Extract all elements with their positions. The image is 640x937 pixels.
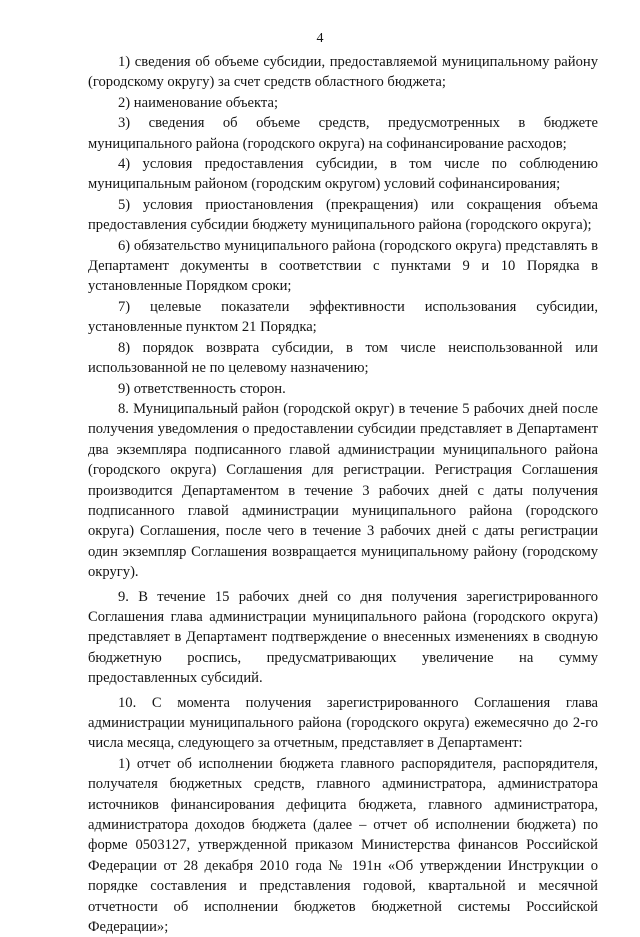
list-item-1: 1) сведения об объеме субсидии, предоставляемой муниципальному району (городскому округу) за счет средств областного бюджета;: [88, 54, 598, 91]
list-item-8: 8) порядок возврата субсидии, в том числе неиспользованной или использованной не по целевому назначению;: [88, 339, 598, 377]
list-item-7: 7) целевые показатели эффективности использования субсидии, установленные пунктом 21 Порядка;: [88, 298, 598, 336]
list-item-5: 5) условия приостановления (прекращения) или сокращения объема предоставления субсидии бюджету муниципального района (городского округа);: [88, 196, 598, 234]
clause-9: 9. В течение 15 рабочих дней со дня получения зарегистрированного Соглашения глава администрации муниципального района (городского округа) представляет в Департамент подтверждение о внесенных изменениях в сводную бюджетную роспись, предусматривающих увеличение на сумму предоставленных субсидий.: [88, 588, 598, 687]
clause-10-item-1: 1) отчет об исполнении бюджета главного распорядителя, распорядителя, получателя бюджетных средств, главного администратора, администратора источников финансирования дефицита бюджета, главного администратора, администратора доходов бюджета (далее – отчет об исполнении бюджета) по форме 0503127, утвержденной приказом Министерства финансов Российской Федерации от 28 декабря 2010 года № 191н «Об утверждении Инструкции о порядке составления и представления годовой, квартальной и месячной отчетности об исполнении бюджетов бюджетной системы Российской Федерации»;: [88, 755, 598, 936]
clause-10: 10. С момента получения зарегистрированного Соглашения глава администрации муниципального района (городского округа) ежемесячно до 2-го числа месяца, следующего за отчетным, представляет в Департамент:: [88, 694, 598, 752]
page-number: 4: [316, 31, 324, 46]
list-item-3: 3) сведения об объеме средств, предусмотренных в бюджете муниципального района (городского округа) на софинансирование расходов;: [88, 115, 598, 152]
list-item-4: 4) условия предоставления субсидии, в том числе по соблюдению муниципальным районом (городским округом) условий софинансирования;: [88, 156, 598, 193]
list-item-2: 2) наименование объекта;: [118, 94, 279, 111]
clause-8: 8. Муниципальный район (городской округ) в течение 5 рабочих дней после получения уведомления о предоставлении субсидии представляет в Департамент два экземпляра подписанного главой администрации муниципального района (городского округа) Соглашения для регистрации. Регистрация Соглашения производится Департаментом в течение 3 рабочих дней с даты получения подписанного главой администрации муниципального района (городского округа) Соглашения, после чего в течение 3 рабочих дней с даты регистрации один экземпляр Соглашения возвращается муниципальному району (городскому округу).: [88, 400, 598, 581]
list-item-6: 6) обязательство муниципального района (городского округа) представлять в Департамент документы в соответствии с пунктами 9 и 10 Порядка в установленные Порядком сроки;: [88, 237, 598, 295]
document-body: [88, 52, 598, 937]
list-item-9: 9) ответственность сторон.: [118, 380, 286, 397]
